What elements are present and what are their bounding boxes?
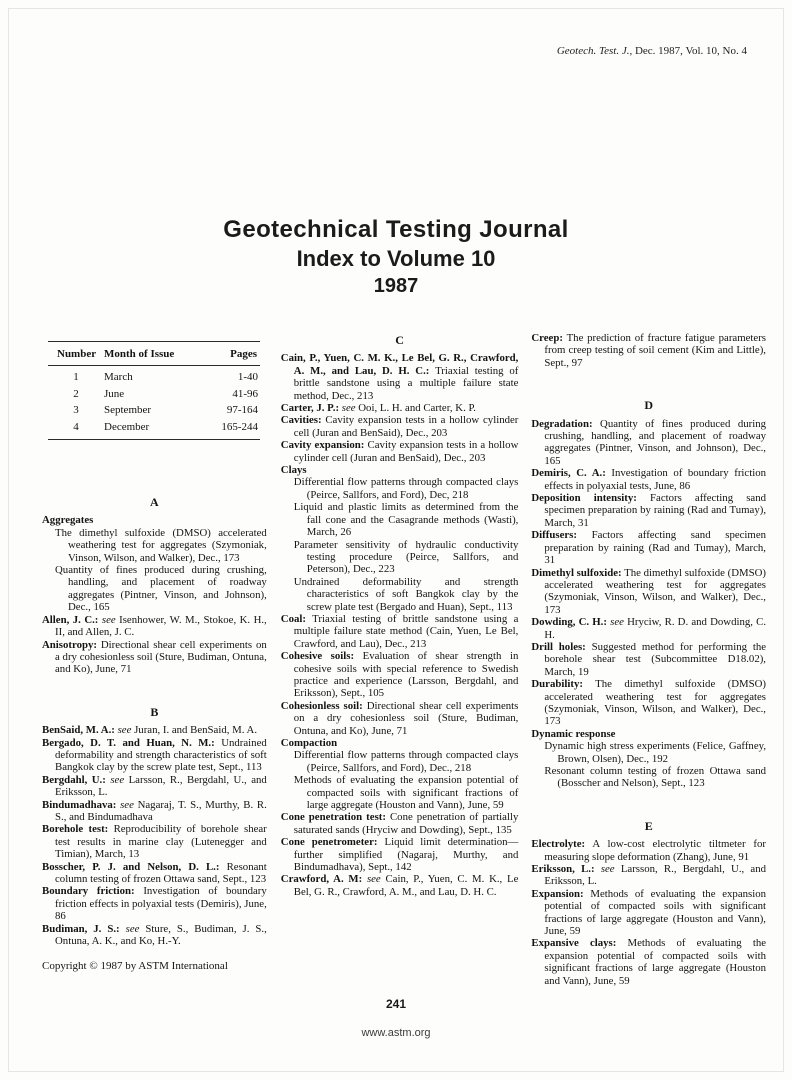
- index-subentry: The dimethyl sulfoxide (DMSO) accelerated weathering test for aggregates (Szymoniak, Vinson, Wilson, and Walker), Dec., 173: [55, 526, 267, 564]
- entry-term: Cohesionless soil:: [280, 699, 363, 712]
- index-entry: Degradation: Quantity of fines produced during crushing, handling, and placement of roadway aggregates (Pintner, Vinson, and Johnson), Dec., 165: [531, 417, 767, 467]
- issue-row: [48, 386, 260, 402]
- column-middle: [281, 332, 519, 987]
- issue-pages: 41-96: [232, 387, 258, 400]
- index-entry: Dimethyl sulfoxide: The dimethyl sulfoxide (DMSO) accelerated weathering test for aggregates (Szymoniak, Vinson, Wilson, and Walker), Dec., 173: [531, 566, 767, 616]
- index-entry: Drill holes: Suggested method for performing the borehole shear test (Subcommittee D18.02), March, 19: [531, 640, 767, 678]
- index-section-left: [42, 496, 267, 947]
- index-entry: Borehole test: Reproducibility of borehole shear test results in marine clay (Lutenegger and Timian), March, 13: [42, 823, 267, 861]
- entry-term: Cain, P., Yuen, C. M. K., Le Bel, G. R., Crawford, A. M., and Lau, D. H. C.:: [280, 352, 519, 377]
- index-entry: [531, 728, 766, 740]
- index-entry: Eriksson, L.: see Larsson, R., Bergdahl, U., and Eriksson, L.: [531, 863, 767, 888]
- issue-number: 2: [73, 387, 79, 400]
- entry-term: Aggregates: [42, 514, 94, 527]
- see-reference: see: [600, 863, 615, 876]
- col-header-month: Month of Issue: [104, 342, 208, 366]
- index-entry: Anisotropy: Directional shear cell experiments on a dry cohesionless soil (Sture, Budiman, Ontuna, and Ko), June, 71: [42, 638, 267, 676]
- column-right: [531, 332, 766, 987]
- issue-row: [48, 402, 260, 418]
- entry-term: Dowding, C. H.:: [531, 616, 607, 629]
- see-reference: see: [120, 798, 134, 811]
- index-entry: Crawford, A. M: see Cain, P., Yuen, C. M. K., Le Bel, G. R., Crawford, A. M., and Lau, D. H. C.: [280, 873, 519, 898]
- entry-term: Allen, J. C.:: [42, 613, 99, 626]
- column-left: [42, 332, 267, 987]
- index-entry: Electrolyte: A low-cost electrolytic tiltmeter for measuring slope deformation (Zhang), June, 91: [531, 838, 767, 863]
- copyright-notice: Copyright © 1987 by ASTM International: [42, 960, 228, 973]
- index-subentry: Differential flow patterns through compacted clays (Peirce, Sallfors, and Ford), Dec., 218: [293, 749, 519, 774]
- issue-number: 3: [73, 404, 79, 417]
- issue-month: September: [104, 404, 152, 417]
- entry-term: Eriksson, L.:: [531, 863, 595, 876]
- entry-term: Electrolyte:: [531, 838, 586, 851]
- issue-row: [48, 419, 260, 440]
- issue-pages: 1-40: [237, 371, 258, 384]
- index-entry: Bosscher, P. J. and Nelson, D. L.: Resonant column testing of frozen Ottawa sand, Sept., 123: [42, 860, 267, 885]
- entry-term: Deposition intensity:: [531, 492, 637, 505]
- entry-term: Demiris, C. A.:: [531, 467, 606, 480]
- index-subentry: Dynamic high stress experiments (Felice, Gaffney, Brown, Olsen), Dec., 192: [544, 740, 767, 765]
- issue-info: Dec. 1987, Vol. 10, No. 4: [634, 45, 747, 57]
- entry-term: Boundary friction:: [42, 885, 135, 898]
- entry-term: Clays: [280, 464, 307, 477]
- entry-term: Compaction: [280, 737, 338, 749]
- entry-term: Durability:: [531, 678, 583, 691]
- index-section-right: [531, 332, 766, 987]
- index-entry: Bergdahl, U.: see Larsson, R., Bergdahl, U., and Eriksson, L.: [42, 773, 267, 799]
- entry-term: Anisotropy:: [42, 638, 97, 651]
- index-entry: Boundary friction: Investigation of boundary friction effects in polyaxial tests (Demiris), June, 86: [42, 885, 267, 923]
- index-entry: Cone penetrometer: Liquid limit determination—further simplified (Nagaraj, Murthy, and Bindumadhava), Sept., 142: [280, 836, 519, 874]
- entry-term: Dimethyl sulfoxide:: [531, 566, 622, 579]
- index-entry: Budiman, J. S.: see Sture, S., Budiman, J. S., Ontuna, A. K., and Ko, H.-Y.: [42, 922, 267, 948]
- index-entry: Dowding, C. H.: see Hryciw, R. D. and Dowding, C. H.: [531, 616, 767, 641]
- index-subentry: Resonant column testing of frozen Ottawa sand (Bosscher and Nelson), Sept., 123: [544, 765, 767, 790]
- entry-term: Cohesive soils:: [280, 650, 355, 663]
- index-entry: Durability: The dimethyl sulfoxide (DMSO) accelerated weathering test for aggregates (Szymoniak, Vinson, Wilson, and Walker), Dec., 173: [531, 678, 767, 728]
- index-entry: Creep: The prediction of fracture fatigue parameters from creep testing of soil cement (Kim and Little), Sept., 97: [531, 332, 767, 369]
- index-entry: [42, 514, 267, 526]
- entry-term: Drill holes:: [531, 640, 586, 653]
- entry-term: Bindumadhava:: [42, 798, 117, 811]
- index-section-middle: [281, 334, 519, 898]
- page-number: 241: [385, 997, 407, 1011]
- index-entry: Cavities: Cavity expansion tests in a hollow cylinder cell (Juran and BenSaid), Dec., 203: [280, 414, 519, 439]
- journal-title: Geotechnical Testing Journal: [223, 216, 569, 243]
- index-entry: Coal: Triaxial testing of brittle sandstone using a multiple failure state method (Cain, Yuen, Le Bel, Crawford, and Lau), Dec., 213: [280, 612, 519, 650]
- title-block: [0, 215, 792, 299]
- see-reference: see: [366, 873, 381, 886]
- index-year: 1987: [373, 275, 419, 297]
- entry-term: Degradation:: [531, 417, 593, 430]
- index-entry: Carter, J. P.: see Ooi, L. H. and Carter, K. P.: [280, 402, 476, 415]
- index-entry: Expansive clays: Methods of evaluating the expansion potential of compacted soils with significant fractions of large aggregate (Houston and Vann), June, 59: [531, 937, 767, 987]
- issue-table: [48, 341, 260, 440]
- website-url: www.astm.org: [361, 1027, 431, 1039]
- issue-table-body: [48, 366, 260, 440]
- entry-term: Cone penetration test:: [280, 811, 386, 824]
- see-reference: see: [125, 922, 140, 935]
- issue-number: 4: [73, 420, 79, 433]
- col-header-pages: Pages: [208, 342, 260, 366]
- index-entry: Cain, P., Yuen, C. M. K., Le Bel, G. R., Crawford, A. M., and Lau, D. H. C.: Triaxial testing of brittle sandstone using a multiple failure state method, Dec., 213: [280, 352, 519, 402]
- entry-term: Dynamic response: [531, 727, 616, 740]
- index-entry: Diffusers: Factors affecting sand specimen preparation by raining (Rad and Tumay), March, 31: [531, 529, 767, 567]
- entry-term: BenSaid, M. A.:: [42, 724, 115, 737]
- entry-term: Crawford, A. M:: [280, 873, 363, 886]
- index-entry: Cone penetration test: Cone penetration of partially saturated sands (Hryciw and Dowding), Sept., 135: [280, 811, 519, 836]
- section-letter: A: [150, 495, 159, 510]
- issue-number: 1: [73, 371, 79, 384]
- index-entry: Deposition intensity: Factors affecting sand specimen preparation by raining (Rad and Tumay), March, 31: [531, 492, 767, 529]
- index-subentry: Parameter sensitivity of hydraulic conductivity testing procedure (Peirce, Sallfors, and Peterson), Dec., 223: [293, 538, 519, 576]
- issue-pages: 97-164: [226, 404, 258, 417]
- index-subentry: Quantity of fines produced during crushing, handling, and placement of roadway aggregates (Pintner, Vinson, and Johnson), Dec., 165: [55, 564, 267, 614]
- issue-month: March: [104, 371, 133, 384]
- index-entry: Allen, J. C.: see Isenhower, W. M., Stokoe, K. H., II, and Allen, J. C.: [42, 613, 267, 639]
- index-entry: Cohesionless soil: Directional shear cell experiments on a dry cohesionless soil (Sture, Budiman, Ontuna, and Ko), June, 71: [280, 699, 519, 737]
- entry-term: Coal:: [280, 612, 306, 625]
- index-subentry: Undrained deformability and strength characteristics of soft Bangkok clay by the screw plate test (Bergado and Huan), Sept., 113: [293, 575, 519, 613]
- index-entry: Cavity expansion: Cavity expansion tests in a hollow cylinder cell (Juran and BenSaid), Dec., 203: [280, 439, 519, 464]
- entry-term: Cone penetrometer:: [280, 836, 378, 849]
- entry-term: Cavities:: [280, 414, 322, 427]
- index-entry: Bergado, D. T. and Huan, N. M.: Undrained deformability and strength characteristics of soft Bangkok clay by the screw plate test, Sept., 113: [42, 736, 267, 774]
- see-reference: see: [110, 773, 125, 786]
- see-reference: see: [341, 402, 356, 415]
- see-reference: see: [101, 613, 116, 626]
- entry-term: Budiman, J. S.:: [42, 922, 120, 935]
- index-entry: [281, 464, 519, 476]
- index-entry: BenSaid, M. A.: see Juran, I. and BenSaid, M. A.: [42, 724, 258, 737]
- issue-month: December: [104, 420, 150, 433]
- see-reference: see: [117, 724, 132, 737]
- issue-month: June: [104, 387, 125, 400]
- entry-term: Bergdahl, U.:: [42, 773, 106, 786]
- entry-term: Creep:: [531, 332, 563, 344]
- section-letter: D: [644, 398, 654, 413]
- issue-table-header-row: [48, 342, 260, 366]
- section-letter: B: [150, 704, 159, 719]
- index-subentry: Differential flow patterns through compacted clays (Peirce, Sallfors, and Ford), Dec, 218: [293, 476, 519, 501]
- index-entry: Cohesive soils: Evaluation of shear strength in cohesive soils with special reference to Swedish practice and experience (Larsson, Bergdahl, and Eriksson), Sept., 105: [280, 650, 519, 700]
- index-columns: [42, 332, 766, 987]
- index-subentry: Methods of evaluating the expansion potential of compacted soils with significant fractions of large aggregate (Houston and Vann), June, 59: [293, 774, 519, 812]
- section-letter: E: [644, 818, 653, 833]
- index-entry: Bindumadhava: see Nagaraj, T. S., Murthy, B. R. S., and Bindumadhava: [42, 798, 267, 823]
- index-subentry: Liquid and plastic limits as determined from the fall cone and the Casagrande methods (Wasti), March, 26: [293, 501, 519, 539]
- index-entry: [281, 737, 519, 749]
- running-head: [557, 45, 747, 57]
- index-entry: Demiris, C. A.: Investigation of boundary friction effects in polyaxial tests, June, 86: [531, 467, 767, 492]
- index-entry: Expansion: Methods of evaluating the expansion potential of compacted soils with significant fractions of large aggregate (Houston and Vann), June, 59: [531, 887, 767, 938]
- entry-term: Expansion:: [531, 887, 584, 900]
- entry-term: Diffusers:: [531, 529, 577, 542]
- entry-term: Carter, J. P.:: [280, 402, 340, 415]
- entry-term: Borehole test:: [42, 823, 109, 836]
- entry-term: Cavity expansion:: [280, 439, 365, 452]
- entry-term: Bergado, D. T. and Huan, N. M.:: [42, 736, 215, 749]
- see-reference: see: [610, 616, 624, 629]
- section-letter: C: [395, 333, 404, 347]
- journal-abbrev: Geotech. Test. J.,: [556, 45, 633, 57]
- issue-row: [48, 366, 260, 386]
- col-header-number: Number: [48, 342, 104, 366]
- issue-pages: 165-244: [221, 420, 258, 433]
- entry-term: Expansive clays:: [531, 937, 617, 950]
- index-title: Index to Volume 10: [296, 246, 496, 271]
- entry-term: Bosscher, P. J. and Nelson, D. L.:: [42, 860, 220, 873]
